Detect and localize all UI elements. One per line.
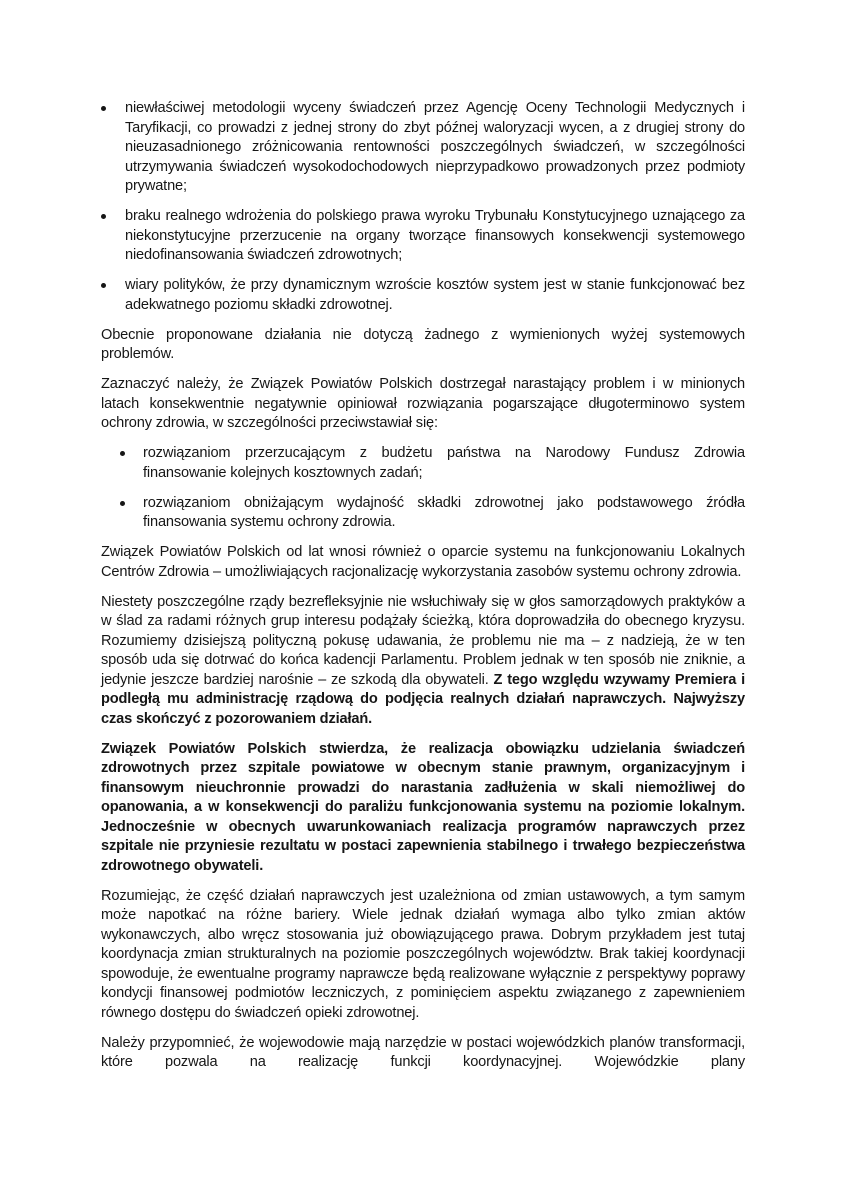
paragraph-zpp-opposition: Zaznaczyć należy, że Związek Powiatów Polskich dostrzegał narastający problem i w minionych latach konsekwentnie negatywnie opiniował rozwiązania pogarszające długoterminowo system ochrony zdrowia, w szczególności przeciwstawiał się:: [101, 376, 745, 431]
paragraph-text-bold-appeal: Z tego względu wzywamy Premiera i podległą mu administrację rządową do podjęcia realnych działań naprawczych. Najwyższy czas skończyć z pozorowaniem działań.: [101, 671, 745, 727]
problems-bullet-list: [101, 99, 745, 315]
paragraph-governments-appeal: [101, 593, 745, 730]
paragraph-corrective-actions: Rozumiejąc, że część działań naprawczych jest uzależniona od zmian ustawowych, a tym samym może napotkać na różne bariery. Wiele jednak działań wymaga albo tylko zmian aktów wykonawczych, albo wręcz stosowania już obowiązującego prawa. Dobrym przykładem jest tutaj koordynacja zmian strukturalnych na poziomie poszczególnych województw. Brak takiej koordynacji spowoduje, że ewentualne programy naprawcze będą realizowane wyłącznie z perspektywy poprawy kondycji finansowej podmiotów leczniczych, z pominięciem aspektu związanego z zapewnieniem równego dostępu do świadczeń opieki zdrowotnej.: [101, 887, 745, 1021]
bullet-icon: [101, 283, 106, 288]
list-item-text: wiary polityków, że przy dynamicznym wzroście kosztów system jest w stanie funkcjonować bez adekwatnego poziomu składki zdrowotnej.: [125, 277, 745, 313]
paragraph-text-regular: Niestety poszczególne rządy bezrefleksyjnie nie wsłuchiwały się w głos samorządowych praktyków a w ślad za radami różnych grup interesu podążały ścieżką, która doprowadziła do obecnego kryzysu. Rozumiemy dzisiejszą polityczną pokusę udawania, że problemu nie ma – z nadzieją, że w ten sposób uda się dotrwać do końca kadencji Parlamentu. Problem jednak w ten sposób nie zniknie, a jedynie jeszcze bardziej narośnie – ze szkodą dla obywateli.: [101, 593, 745, 688]
paragraph-current-proposals: Obecnie proponowane działania nie dotyczą żadnego z wymienionych wyżej systemowych problemów.: [101, 326, 745, 362]
list-item: [101, 444, 745, 483]
bullet-icon: [120, 501, 125, 506]
bullet-icon: [120, 451, 125, 456]
list-item: [101, 494, 745, 533]
document-page: [101, 99, 745, 1083]
list-item: [101, 207, 745, 266]
list-item-text: niewłaściwej metodologii wyceny świadczeń przez Agencję Oceny Technologii Medycznych i Taryfikacji, co prowadzi z jednej strony do zbyt późnej waloryzacji wycen, a z drugiej strony do nieuzasadnionego zróżnicowania rentowności poszczególnych świadczeń, w szczególności utrzymywania świadczeń wysokodochodowych nieprzypadkowo prowadzonych przez podmioty prywatne;: [125, 100, 745, 194]
list-item-text: braku realnego wdrożenia do polskiego prawa wyroku Trybunału Konstytucyjnego uznającego za niekonstytucyjne przerzucenie na organy tworzące finansowych konsekwencji systemowego niedofinansowania świadczeń zdrowotnych;: [125, 208, 745, 263]
paragraph-local-health-centers: Związek Powiatów Polskich od lat wnosi również o oparcie systemu na funkcjonowaniu Lokalnych Centrów Zdrowia – umożliwiających racjonalizację wykorzystania zasobów systemu ochrony zdrowia.: [101, 544, 745, 580]
list-item-text: rozwiązaniom przerzucającym z budżetu państwa na Narodowy Fundusz Zdrowia finansowanie kolejnych kosztownych zadań;: [143, 445, 745, 481]
paragraph-voivodes-plans: Należy przypomnieć, że wojewodowie mają narzędzie w postaci wojewódzkich planów transformacji, które pozwala na realizację funkcji koordynacyjnej. Wojewódzkie plany: [101, 1034, 745, 1070]
bullet-icon: [101, 214, 106, 219]
opposed-solutions-bullet-list: [101, 444, 745, 533]
bullet-icon: [101, 106, 106, 111]
list-item: [101, 276, 745, 315]
list-item: [101, 99, 745, 197]
paragraph-zpp-statement: Związek Powiatów Polskich stwierdza, że realizacja obowiązku udzielania świadczeń zdrowotnych przez szpitale powiatowe w obecnym stanie prawnym, organizacyjnym i finansowym nieuchronnie prowadzi do narastania zadłużenia w skali niemożliwej do opanowania, a w konsekwencji do paraliżu funkcjonowania systemu na poziomie lokalnym. Jednocześnie w obecnych uwarunkowaniach realizacja programów naprawczych przez szpitale nie przyniesie rezultatu w postaci zapewnienia stabilnego i trwałego bezpieczeństwa zdrowotnego obywateli.: [101, 740, 745, 874]
list-item-text: rozwiązaniom obniżającym wydajność składki zdrowotnej jako podstawowego źródła finansowania systemu ochrony zdrowia.: [143, 494, 745, 530]
